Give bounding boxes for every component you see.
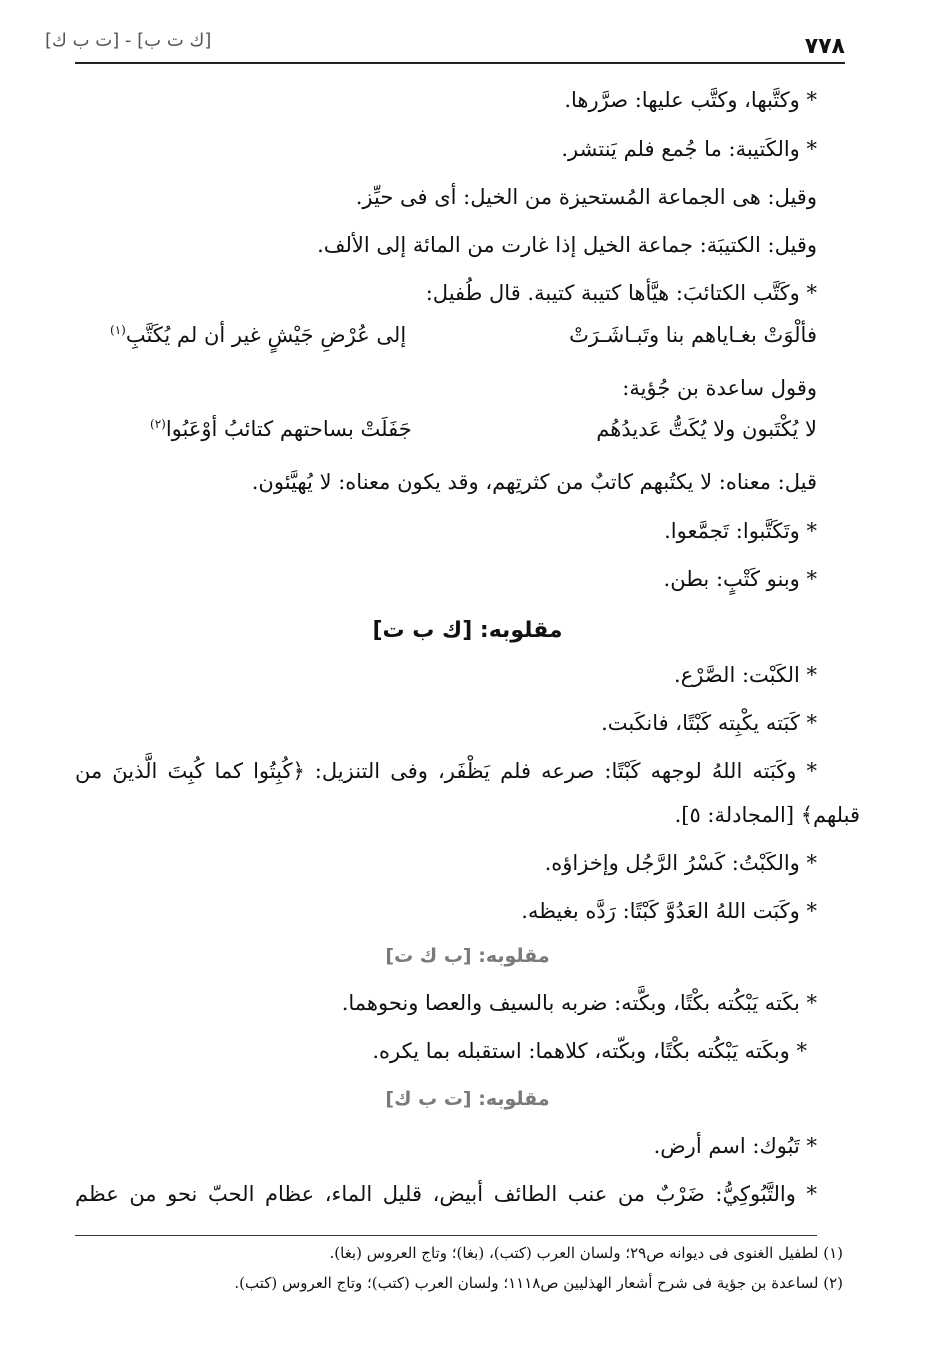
text-line: * والكَبْتُ: كَسْرُ الرَّجُل وإخزاؤه. [544,851,817,875]
footnote-marker-1: (١) [110,323,126,337]
verse-2-second-hemistich [150,417,412,441]
running-head: [ك ت ب] - [ت ب ك] [45,30,212,51]
text-line: * وكَبَت اللهُ العَدُوَّ كَبْتًا: رَدَّه بغيظه. [521,899,817,923]
text-line: وقيل: الكتيبَة: جماعة الخيل إذا غارت من المائة إلى الألف. [317,233,817,257]
text-line: * وكتَّبها، وكتَّب عليها: صرَّرها. [564,88,817,112]
section-heading: مقلوبه: [ت ب ك] [385,1088,550,1110]
text-line: وقيل: هى الجماعة المُستحيزة من الخيل: أى فى حيِّز. [355,185,817,209]
footnote: (٢) لساعدة بن جؤية فى شرح أشعار الهذليين ص١١١٨؛ ولسان العرب (كتب)؛ وتاج العروس (كتب). [234,1274,843,1292]
section-heading: مقلوبه: [ب ك ت] [385,945,550,967]
text-line: * وبنو كَتْبٍ: بطن. [663,567,817,591]
verse-1-second-text: إلى عُرْضِ جَيْشٍ غير أن لم يُكَتَّبِ [125,323,407,347]
verse-2-first-hemistich: لا يُكْتَبون ولا يُكَتُّ عَديدُهُم [596,417,817,441]
footnote: (١) لطفيل الغنوى فى ديوانه ص٢٩؛ ولسان العرب (كتب)، (بغا)؛ وتاج العروس (بغا). [329,1244,843,1262]
page-number: ٧٧٨ [804,34,845,59]
verse-1-first-hemistich: فألْوَتْ بغـاياهم بنا وتَبـاشَـرَتْ [569,323,817,347]
text-line: * بكَته يَبْكُته بكْتًا، وبكَّته: ضربه بالسيف والعصا ونحوهما. [341,991,817,1015]
text-line: * تَبُوك: اسم أرض. [653,1134,817,1158]
verse-2-second-text: جَفَلَتْ بساحتهم كتائبُ أوْعَبُوا [165,417,412,441]
text-line: * الكَبْت: الصَّرْع. [674,663,817,687]
text-line: * وتَكَتَّبوا: تَجمَّعوا. [664,519,817,543]
text-line: * وكَبَته اللهُ لوجهه كَبْتًا: صرعه فلم يَظْفَر، وفى التنزيل: ﴿كُبِتُوا كما كُبِتَ الَّذينَ من [75,759,817,783]
text-line: قبلهم﴾ [المجادلة: ٥]. [674,803,860,827]
verse-1-second-hemistich [110,323,406,347]
footnote-rule [75,1235,817,1236]
section-heading: مقلوبه: [ك ب ت] [372,618,563,643]
text-line: * والتَّبُوكِيُّ: ضَرْبٌ من عنب الطائف أبيض، قليل الماء، عظام الحبّ نحو من عظم [75,1182,817,1206]
text-line: * والكَتيبة: ما جُمع فلم يَنتشر. [561,137,817,161]
text-line: * وكَتَّب الكتائبَ: هيَّأها كتيبة كتيبة. قال طُفيل: [425,281,817,305]
text-line: قيل: معناه: لا يكتُبهم كاتبٌ من كثرتِهم، وقد يكون معناه: لا يُهيَّئون. [251,470,817,494]
footnote-marker-2: (٢) [150,417,166,431]
header-rule [75,62,845,64]
text-line: وقول ساعدة بن جُؤية: [622,376,817,400]
text-line: * كَبَته يكْبِته كَبْتًا، فانكَبت. [601,711,817,735]
text-line: * وبكَته يَبْكُته بكْتًا، وبكّته، كلاهما: استقبله بما يكره. [372,1039,807,1063]
